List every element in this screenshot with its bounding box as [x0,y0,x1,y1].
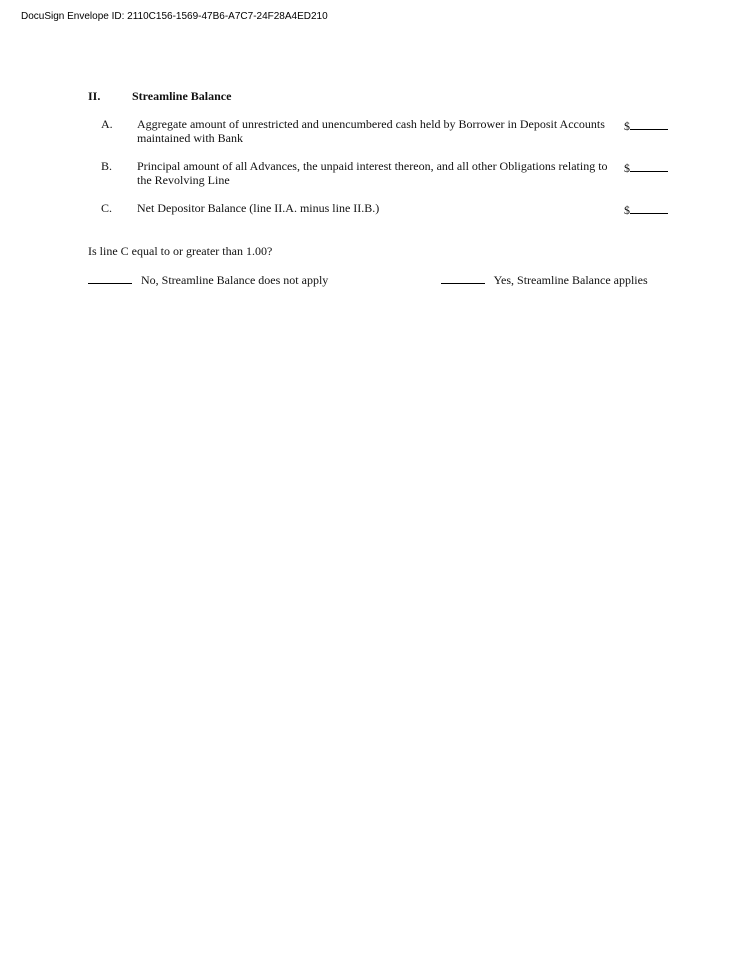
amount-field-c[interactable] [624,201,668,217]
line-letter: B. [101,159,113,173]
line-description: Aggregate amount of unrestricted and unencumbered cash held by Borrower in Deposit Accounts maintained with Bank [137,117,605,145]
amount-field-b[interactable] [624,159,668,175]
line-letter: C. [101,201,113,215]
amount-blank[interactable] [630,159,668,172]
option-no [88,272,328,288]
currency-symbol: $ [624,203,630,217]
line-letter: A. [101,117,113,131]
docusign-envelope-id: DocuSign Envelope ID: 2110C156-1569-47B6-A7C7-24F28A4ED210 [21,11,328,22]
currency-symbol: $ [624,161,630,175]
amount-blank[interactable] [630,201,668,214]
line-description: Net Depositor Balance (line II.A. minus line II.B.) [137,201,380,215]
question-text: Is line C equal to or greater than 1.00? [88,244,273,258]
no-checkline[interactable] [88,272,132,284]
yes-checkline[interactable] [441,272,485,284]
line-description: Principal amount of all Advances, the unpaid interest thereon, and all other Obligations relating to the Revolving Line [137,159,608,187]
amount-field-a[interactable] [624,117,668,133]
amount-blank[interactable] [630,117,668,130]
option-yes [441,272,648,288]
section-title: Streamline Balance [132,89,232,103]
no-label: No, Streamline Balance does not apply [141,273,329,287]
section-number: II. [88,89,101,103]
currency-symbol: $ [624,119,630,133]
yes-label: Yes, Streamline Balance applies [493,273,648,287]
